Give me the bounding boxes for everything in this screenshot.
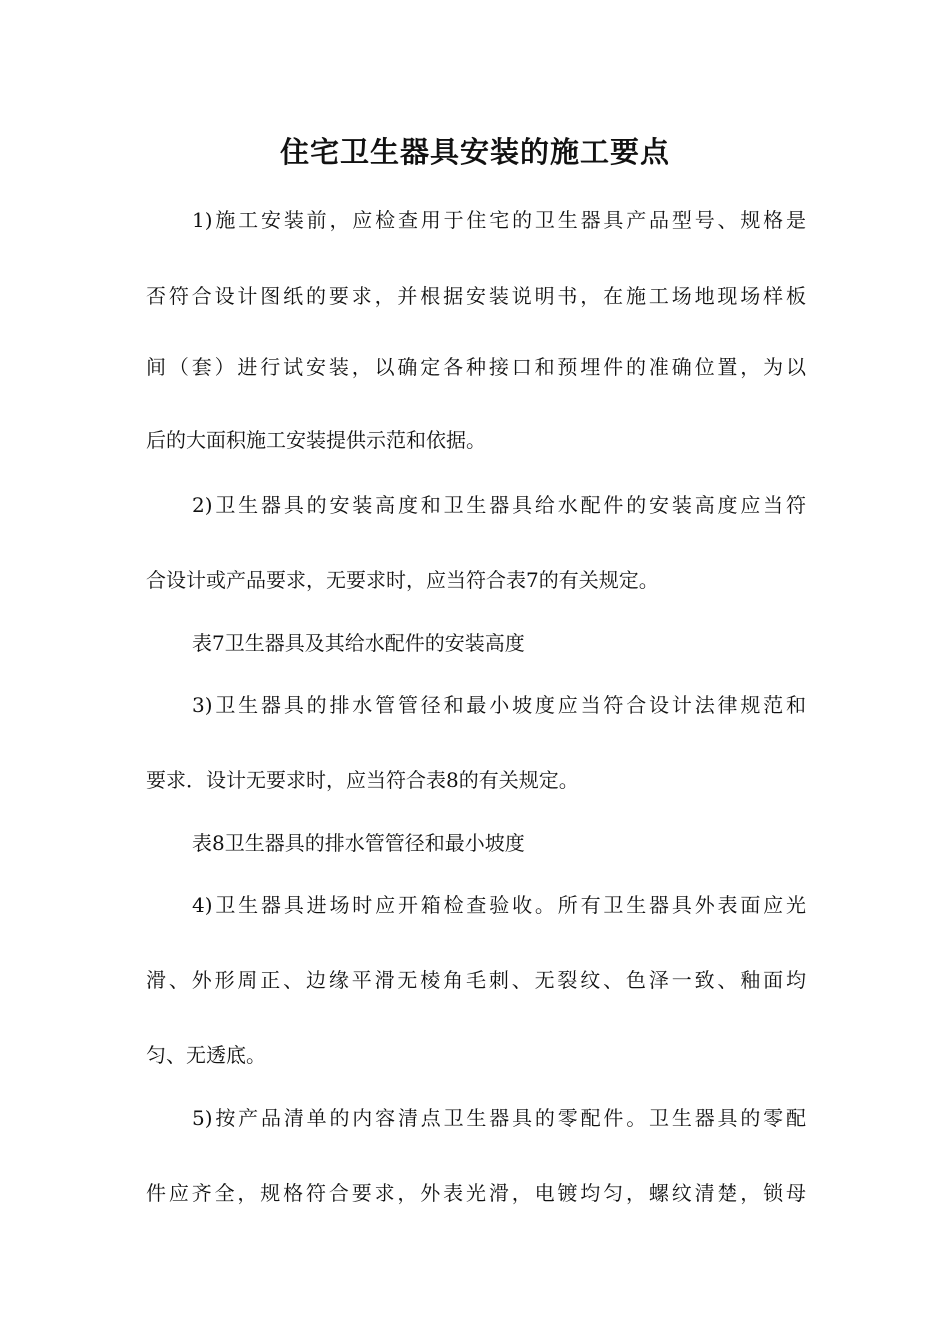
- table-7-caption: 表7卫生器具及其给水配件的安装高度: [192, 631, 525, 655]
- paragraph-1-line-1: 1)施工安装前，应检查用于住宅的卫生器具产品型号、规格是: [192, 208, 806, 232]
- paragraph-4-line-2: 滑、外形周正、边缘平滑无棱角毛刺、无裂纹、色泽一致、釉面均: [146, 968, 806, 992]
- paragraph-5-line-2: 件应齐全，规格符合要求，外表光滑，电镀均匀，螺纹清楚，锁母: [146, 1181, 806, 1205]
- paragraph-5-line-1: 5)按产品清单的内容清点卫生器具的零配件。卫生器具的零配: [192, 1106, 806, 1130]
- paragraph-2-line-1: 2)卫生器具的安装高度和卫生器具给水配件的安装高度应当符: [192, 493, 806, 517]
- paragraph-1-line-4: 后的大面积施工安装提供示范和依据。: [146, 428, 486, 452]
- paragraph-1-line-2: 否符合设计图纸的要求，并根据安装说明书，在施工场地现场样板: [146, 284, 806, 308]
- paragraph-3-line-2: 要求．设计无要求时，应当符合表8的有关规定。: [146, 768, 579, 792]
- paragraph-3-line-1: 3)卫生器具的排水管管径和最小坡度应当符合设计法律规范和: [192, 693, 806, 717]
- paragraph-2-line-2: 合设计或产品要求，无要求时，应当符合表7的有关规定。: [146, 568, 659, 592]
- paragraph-4-line-3: 匀、无透底。: [146, 1043, 266, 1067]
- table-8-caption: 表8卫生器具的排水管管径和最小坡度: [192, 831, 525, 855]
- paragraph-1-line-3: 间（套）进行试安装，以确定各种接口和预埋件的准确位置，为以: [146, 355, 806, 379]
- paragraph-4-line-1: 4)卫生器具进场时应开箱检查验收。所有卫生器具外表面应光: [192, 893, 806, 917]
- document-title: 住宅卫生器具安装的施工要点: [279, 135, 670, 169]
